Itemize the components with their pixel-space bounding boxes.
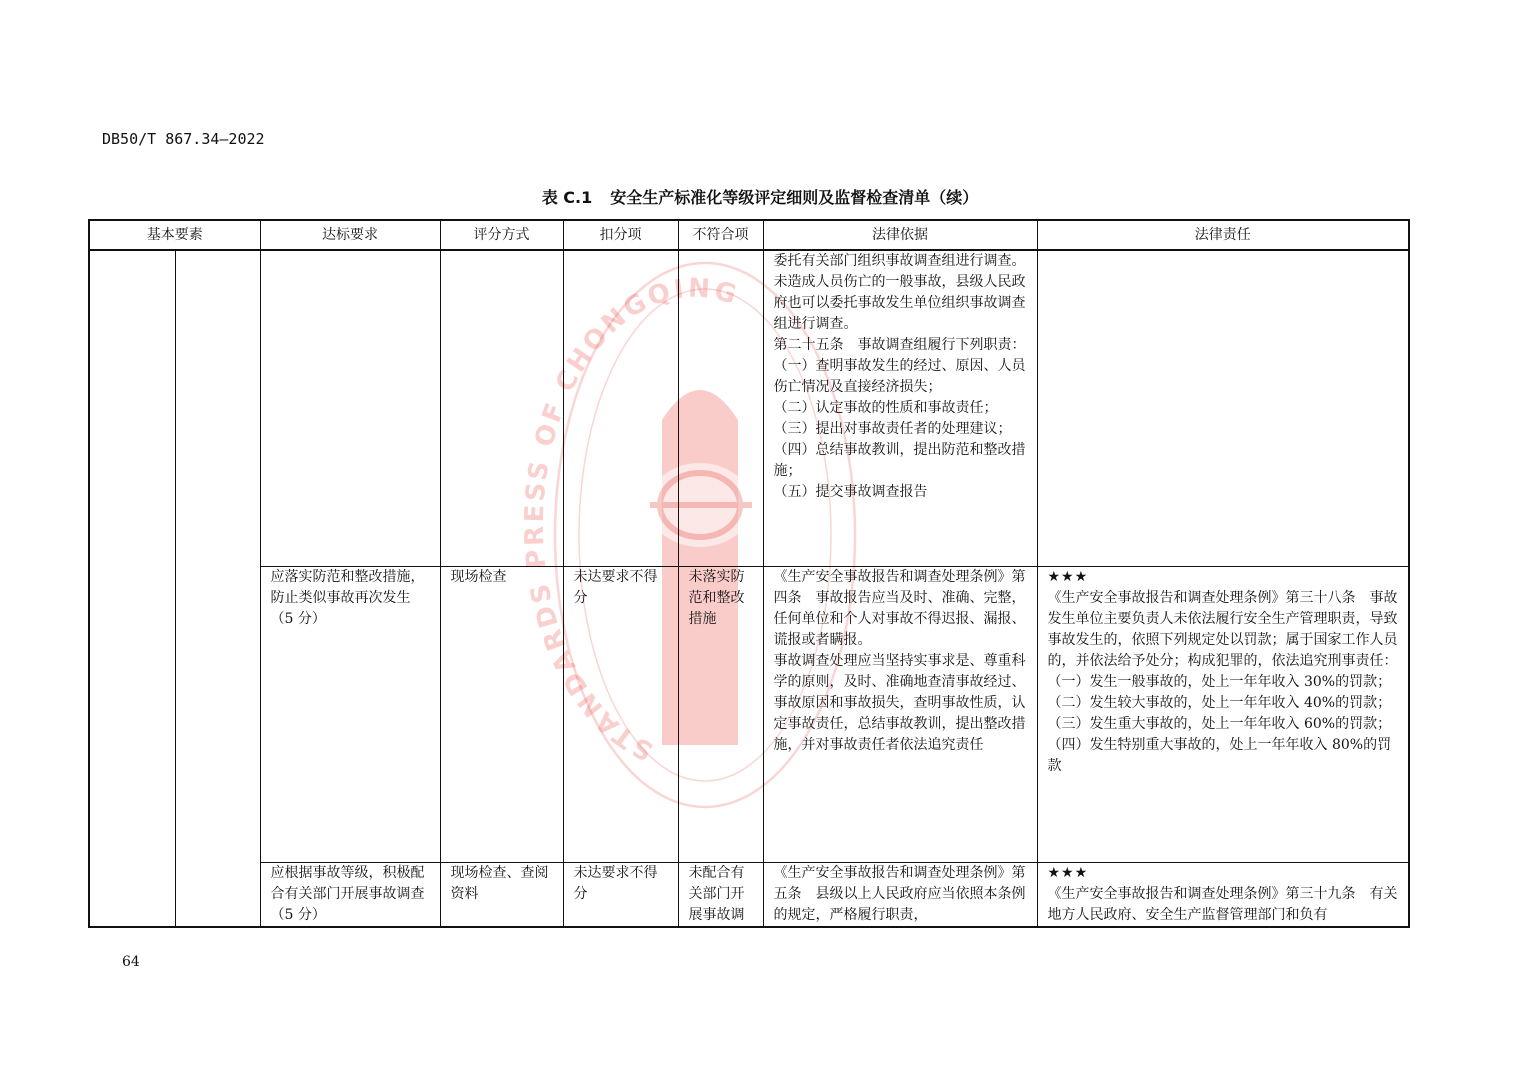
col-header-nonconformity: 不符合项 (678, 220, 763, 250)
col-header-legal-liability: 法律责任 (1037, 220, 1409, 250)
legal-basis-paragraph: 事故调查处理应当坚持实事求是、尊重科学的原则，及时、准确地查清事故经过、事故原因和事故损失，查明事故性质，认定事故责任，总结事故教训，提出整改措施，并对事故责任者依法追究责任 (773, 652, 1026, 753)
legal-basis-paragraph: （五）提交事故调查报告 (773, 484, 928, 500)
legal-liability-paragraph: （三）发生重大事故的，处上一年年收入 60%的罚款； (1047, 715, 1392, 732)
legal-basis-paragraph: 《生产安全事故报告和调查处理条例》第五条 县级以上人民政府应当依照本条例的规定，严格履行职责， (773, 864, 1026, 923)
nonconformity-cell (678, 250, 763, 566)
table-header-row (89, 220, 1409, 250)
legal-liability-paragraph: （四）发生特别重大事故的，处上一年年收入 80%的罚款 (1047, 736, 1392, 774)
legal-liability-paragraph: （二）发生较大事故的，处上一年年收入 40%的罚款； (1047, 694, 1392, 711)
legal-liability-paragraph: 《生产安全事故报告和调查处理条例》第三十九条 有关地方人民政府、安全生产监督管理部门和负有 (1047, 885, 1398, 923)
requirement-cell: 应落实防范和整改措施，防止类似事故再次发生（5 分） (260, 566, 440, 862)
scoring-cell: 现场检查、查阅资料 (440, 862, 563, 927)
deduction-cell (563, 250, 678, 566)
legal-basis-paragraph: （三）提出对事故责任者的处理建议； (773, 421, 1012, 437)
legal-liability-cell (1037, 250, 1409, 566)
page-number: 64 (122, 954, 140, 970)
col-header-legal-basis: 法律依据 (763, 220, 1037, 250)
legal-liability-paragraph: 《生产安全事故报告和调查处理条例》第三十八条 事故发生单位主要负责人未依法履行安全生产管理职责，导致事故发生的，依照下列规定处以罚款；属于国家工作人员的，并依法给予处分；构成犯罪的，依法追究刑事责任： (1047, 589, 1398, 669)
basic-element-cell (89, 250, 175, 927)
table-row (89, 250, 1409, 566)
table-title-prefix: 表 C.1 (541, 188, 593, 207)
legal-basis-cell (763, 566, 1037, 862)
sub-element-cell (175, 250, 260, 927)
col-header-scoring: 评分方式 (440, 220, 563, 250)
table-title-text: 安全生产标准化等级评定细则及监督检查清单（续） (610, 188, 979, 207)
legal-basis-paragraph: 未造成人员伤亡的一般事故，县级人民政府也可以委托事故发生单位组织事故调查组进行调查。 (773, 274, 1026, 332)
legal-basis-paragraph: 第二十五条 事故调查组履行下列职责： (773, 337, 1026, 353)
nonconformity-cell: 未配合有关部门开展事故调 (678, 862, 763, 927)
legal-liability-paragraph: （一）发生一般事故的，处上一年年收入 30%的罚款； (1047, 673, 1392, 690)
legal-basis-paragraph: 委托有关部门组织事故调查组进行调查。 (773, 253, 1026, 269)
deduction-cell: 未达要求不得分 (563, 566, 678, 862)
legal-liability-cell (1037, 862, 1409, 927)
requirement-cell (260, 250, 440, 566)
legal-basis-paragraph: （二）认定事故的性质和事故责任； (773, 400, 998, 416)
importance-stars: ★★★ (1047, 568, 1089, 585)
col-header-basic-element: 基本要素 (89, 220, 260, 250)
legal-basis-cell (763, 250, 1037, 566)
deduction-cell: 未达要求不得分 (563, 862, 678, 927)
requirement-cell: 应根据事故等级，积极配合有关部门开展事故调查（5 分） (260, 862, 440, 927)
col-header-deduction: 扣分项 (563, 220, 678, 250)
inspection-table (88, 219, 1410, 928)
nonconformity-cell: 未落实防范和整改措施 (678, 566, 763, 862)
importance-stars: ★★★ (1047, 864, 1089, 881)
table-title (0, 185, 1520, 208)
legal-basis-paragraph: （一）查明事故发生的经过、原因、人员伤亡情况及直接经济损失； (773, 358, 1026, 395)
table-row (89, 566, 1409, 862)
document-code: DB50/T 867.34—2022 (102, 130, 265, 148)
legal-basis-cell (763, 862, 1037, 927)
legal-basis-paragraph: （四）总结事故教训，提出防范和整改措施； (773, 442, 1026, 479)
scoring-cell: 现场检查 (440, 566, 563, 862)
col-header-requirement: 达标要求 (260, 220, 440, 250)
legal-basis-paragraph: 《生产安全事故报告和调查处理条例》第四条 事故报告应当及时、准确、完整，任何单位和个人对事故不得迟报、漏报、谎报或者瞒报。 (773, 568, 1026, 648)
scoring-cell (440, 250, 563, 566)
table-row (89, 862, 1409, 927)
legal-liability-cell (1037, 566, 1409, 862)
watermark-text: STANDARDS PRESS OF CHONGQING (519, 273, 743, 766)
